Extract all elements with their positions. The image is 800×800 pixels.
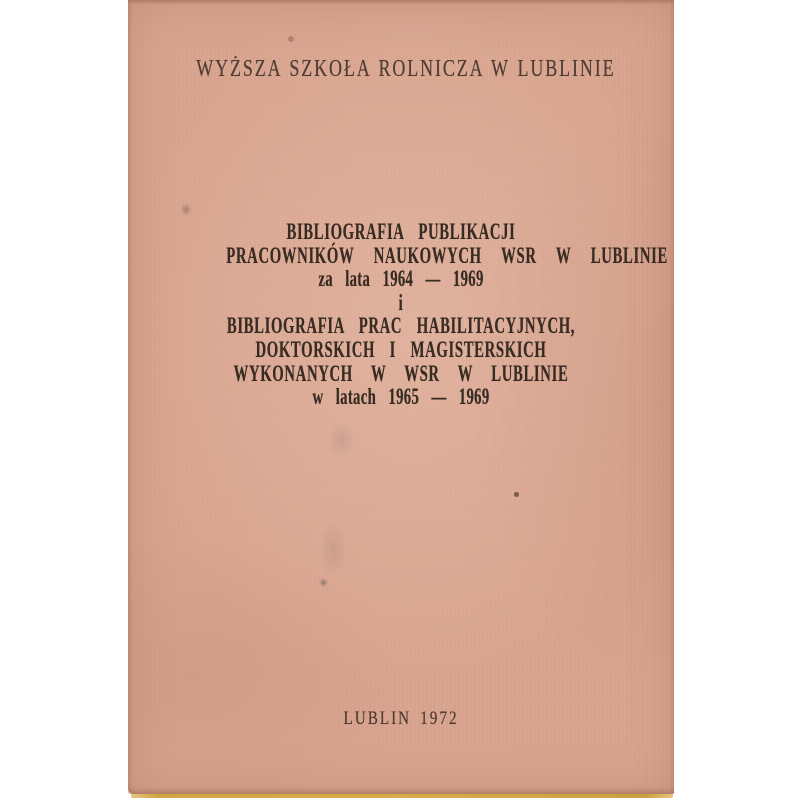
ink-speck xyxy=(288,36,294,42)
title-line-3: za lata 1964 — 1969 xyxy=(318,266,484,292)
ink-speck xyxy=(179,201,193,218)
paper-smudge xyxy=(322,416,360,464)
imprint-line: LUBLIN 1972 xyxy=(343,708,459,729)
title-line-5: BIBLIOGRAFIA PRAC HABILITACYJNYCH, xyxy=(226,313,576,339)
institution-line: WYŻSZA SZKOŁA ROLNICZA W LUBLINIE xyxy=(196,56,616,82)
title-line-7: WYKONANYCH W WSR W LUBLINIE xyxy=(233,360,569,386)
title-line-6: DOKTORSKICH I MAGISTERSKICH xyxy=(255,336,547,362)
paper-smudge xyxy=(314,512,352,588)
title-block xyxy=(128,220,674,409)
ink-spot xyxy=(318,577,329,588)
title-line-2: PRACOWNIKÓW NAUKOWYCH WSR W LUBLINIE xyxy=(226,242,668,268)
title-line-8: w latach 1965 — 1969 xyxy=(312,384,490,410)
ink-speck xyxy=(514,492,519,497)
page-edge-strip xyxy=(131,794,673,798)
title-line-1: BIBLIOGRAFIA PUBLIKACJI xyxy=(286,219,516,244)
title-line-4: i xyxy=(398,289,404,315)
book-cover xyxy=(128,0,674,794)
